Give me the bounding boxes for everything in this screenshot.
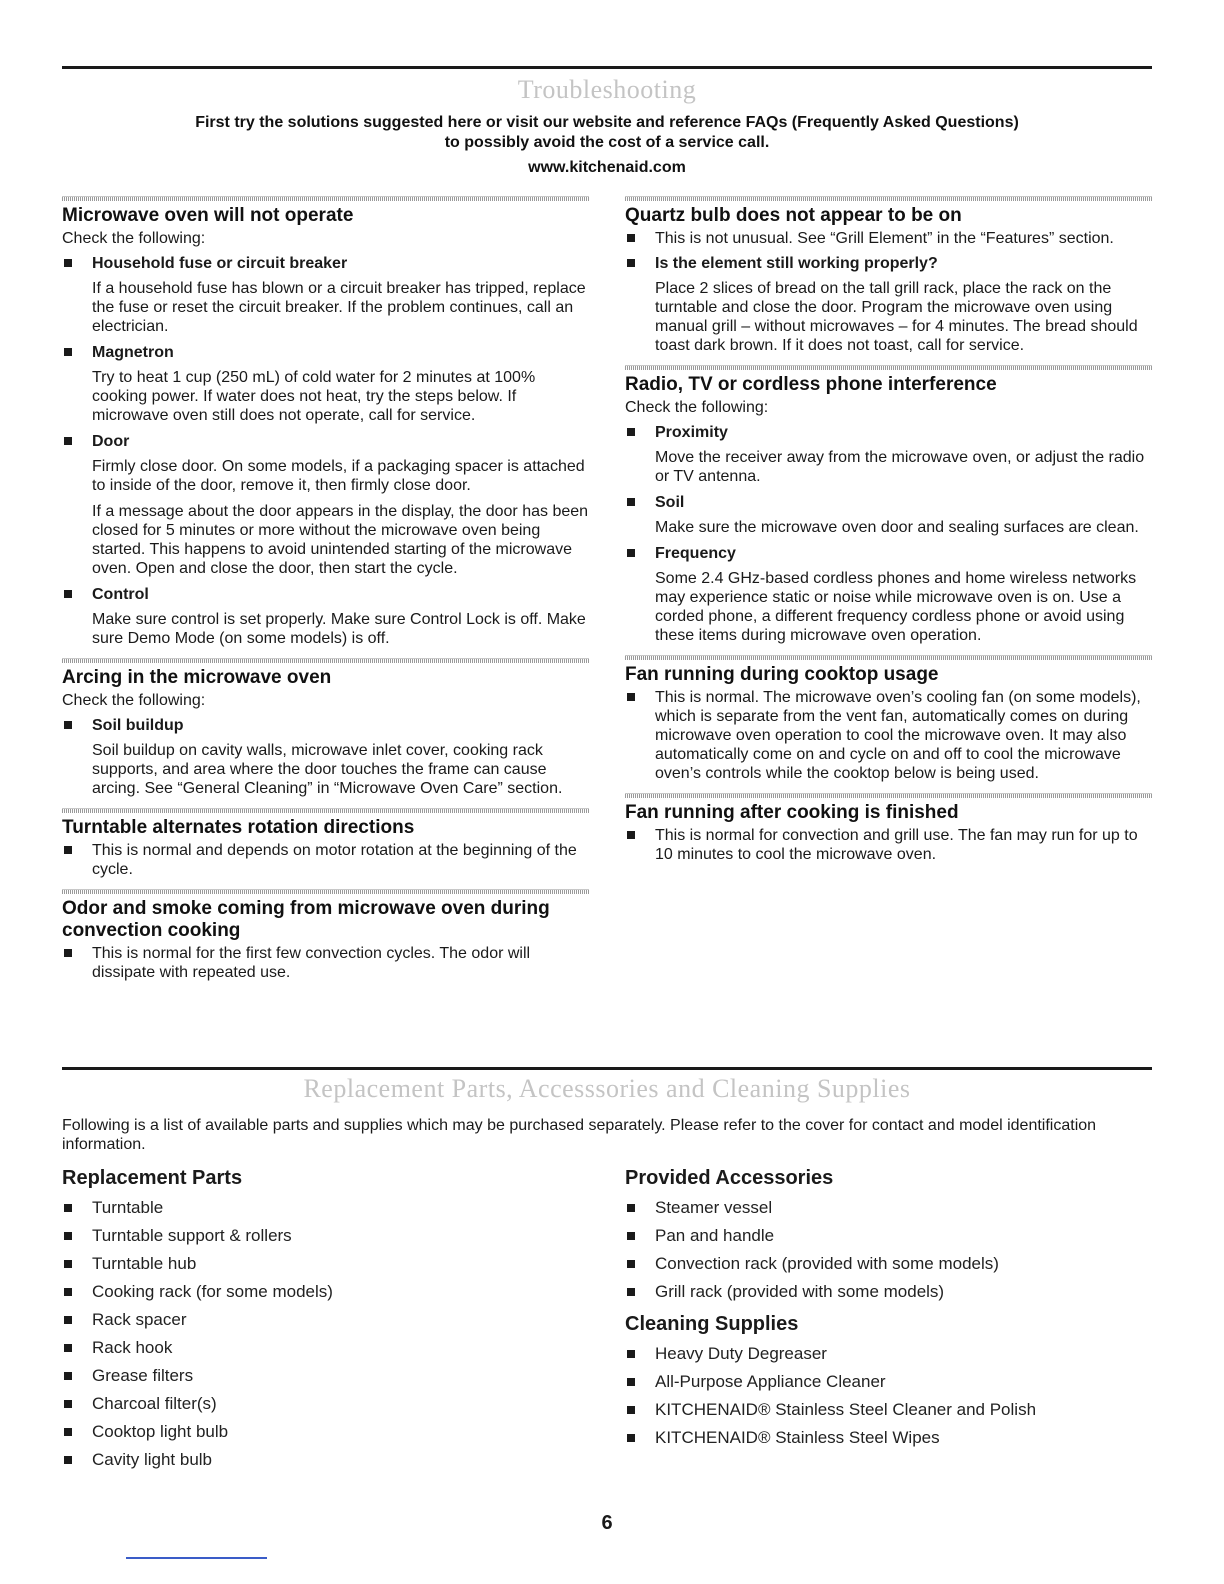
troubleshooting-block	[625, 196, 1152, 355]
check-item-text: Soil buildup on cavity walls, microwave inlet cover, cooking rack supports, and area where the door touches the frame can cause arcing. See “General Cleaning” in “Microwave Oven Care” section.	[92, 742, 563, 797]
check-item-title: Household fuse or circuit breaker	[92, 255, 348, 272]
replacement-parts-column	[62, 1166, 589, 1478]
check-item-text: Make sure control is set properly. Make sure Control Lock is off. Make sure Demo Mode (on some models) is off.	[92, 611, 586, 647]
check-item-title: Door	[92, 433, 130, 450]
accessory-item-label: Steamer vessel	[655, 1198, 773, 1217]
dotted-divider	[62, 889, 589, 894]
check-item-text: Make sure the microwave oven door and sealing surfaces are clean.	[655, 519, 1139, 536]
replacement-part-item	[62, 1282, 589, 1302]
replacement-part-item	[62, 1198, 589, 1218]
cleaning-supply-item	[625, 1400, 1152, 1420]
check-item-title: Soil	[655, 494, 685, 511]
replacement-part-item-label: Cooktop light bulb	[92, 1422, 229, 1441]
bullet-item	[62, 841, 589, 879]
replacement-section	[62, 1074, 1152, 1478]
dotted-divider	[62, 808, 589, 813]
troubleshooting-left-column	[62, 192, 589, 992]
bullet-square-icon	[64, 1260, 72, 1268]
problem-heading: Radio, TV or cordless phone interference	[625, 374, 997, 395]
problem-heading: Arcing in the microwave oven	[62, 667, 332, 688]
check-following-text: Check the following:	[625, 399, 769, 416]
cleaning-supply-item-label: All-Purpose Appliance Cleaner	[655, 1372, 886, 1391]
replacement-part-item	[62, 1226, 589, 1246]
check-item-title: Proximity	[655, 424, 728, 441]
bullet-square-icon	[627, 1288, 635, 1296]
replacement-part-item-label: Charcoal filter(s)	[92, 1394, 217, 1413]
replacement-part-item-label: Cavity light bulb	[92, 1450, 213, 1469]
bullet-square-icon	[64, 259, 72, 267]
accessory-item-label: Pan and handle	[655, 1226, 775, 1245]
check-item	[625, 544, 1152, 645]
bullet-square-icon	[64, 1288, 72, 1296]
bullet-square-icon	[627, 234, 635, 242]
check-item-title: Frequency	[655, 545, 736, 562]
check-item-text: Place 2 slices of bread on the tall grill rack, place the rack on the turntable and close the door. Program the microwave oven using manual grill – without microwaves – for 4 minutes. The bread should toast dark brown. If it does not toast, call for service.	[655, 280, 1138, 354]
troubleshooting-block	[62, 889, 589, 982]
accessory-item	[625, 1282, 1152, 1302]
troubleshooting-right-column	[625, 192, 1152, 992]
dotted-divider	[625, 793, 1152, 798]
check-item	[625, 423, 1152, 486]
accessory-item	[625, 1198, 1152, 1218]
troubleshooting-title: Troubleshooting	[517, 75, 697, 104]
bullet-square-icon	[64, 590, 72, 598]
bullet-square-icon	[64, 949, 72, 957]
troubleshooting-block	[625, 365, 1152, 645]
check-item	[62, 343, 589, 425]
bullet-text: This is not unusual. See “Grill Element” in the “Features” section.	[655, 230, 1114, 247]
bullet-text: This is normal and depends on motor rotation at the beginning of the cycle.	[92, 842, 577, 878]
bullet-text: This is normal for convection and grill use. The fan may run for up to 10 minutes to cool the microwave oven.	[655, 827, 1138, 863]
replacement-part-item	[62, 1422, 589, 1442]
problem-heading: Odor and smoke coming from microwave oven during convection cooking	[62, 898, 550, 941]
replacement-part-item-label: Grease filters	[92, 1366, 194, 1385]
top-rule	[62, 66, 1152, 69]
cleaning-supply-item	[625, 1428, 1152, 1448]
page-number: 6	[601, 1512, 613, 1534]
bullet-item	[625, 826, 1152, 864]
check-item-text: If a message about the door appears in the display, the door has been closed for 5 minutes or more without the microwave oven being started. This happens to avoid unintended starting of the microwave oven. Open and close the door, then start the cycle.	[92, 503, 589, 577]
troubleshooting-block	[62, 658, 589, 798]
accessory-item	[625, 1226, 1152, 1246]
accessory-item	[625, 1254, 1152, 1274]
problem-heading: Fan running after cooking is finished	[625, 802, 959, 823]
check-item-text: Firmly close door. On some models, if a packaging spacer is attached to inside of the door, remove it, then firmly close door.	[92, 458, 585, 494]
bullet-square-icon	[627, 1434, 635, 1442]
replacement-part-item-label: Rack spacer	[92, 1310, 187, 1329]
accessories-column	[625, 1166, 1152, 1478]
replacement-intro: Following is a list of available parts and supplies which may be purchased separately. Please refer to the cover for contact and model identification information.	[62, 1117, 1097, 1153]
accessories-list	[625, 1198, 1152, 1302]
problem-heading: Turntable alternates rotation directions	[62, 817, 415, 838]
troubleshooting-columns	[62, 192, 1152, 992]
bullet-text: This is normal. The microwave oven’s cooling fan (on some models), which is separate from the vent fan, automatically comes on during microwave oven operation to cool the microwave oven. It may also automatically come on and cycle on and off to cool the microwave oven’s controls while the cooktop below is being used.	[655, 689, 1141, 782]
bullet-square-icon	[64, 721, 72, 729]
replacement-part-item	[62, 1254, 589, 1274]
replacement-part-item	[62, 1450, 589, 1470]
check-item	[62, 254, 589, 336]
bullet-item	[625, 229, 1152, 248]
bullet-square-icon	[627, 1406, 635, 1414]
page	[62, 0, 1152, 1584]
replacement-parts-heading: Replacement Parts	[62, 1167, 243, 1189]
cleaning-supplies-heading: Cleaning Supplies	[625, 1313, 799, 1335]
bullet-square-icon	[64, 1456, 72, 1464]
intro-line-2: to possibly avoid the cost of a service call.	[444, 134, 770, 151]
check-item-text: Some 2.4 GHz-based cordless phones and home wireless networks may experience static or noise while microwave oven is on. Use a corded phone, a different frequency cordless phone or avoid using these items during microwave oven operation.	[655, 570, 1137, 644]
cleaning-supply-item	[625, 1372, 1152, 1392]
replacement-part-item	[62, 1338, 589, 1358]
replacement-part-item-label: Turntable hub	[92, 1254, 197, 1273]
footer-blue-line	[126, 1557, 267, 1559]
replacement-title: Replacement Parts, Accesssories and Cleaning Supplies	[303, 1074, 911, 1103]
check-item-text: If a household fuse has blown or a circuit breaker has tripped, replace the fuse or reset the circuit breaker. If the problem continues, call an electrician.	[92, 280, 586, 335]
check-item-text: Move the receiver away from the microwave oven, or adjust the radio or TV antenna.	[655, 449, 1145, 485]
dotted-divider	[62, 658, 589, 663]
accessory-item-label: Grill rack (provided with some models)	[655, 1282, 945, 1301]
check-item-title: Control	[92, 586, 149, 603]
bullet-item	[625, 688, 1152, 783]
bullet-square-icon	[627, 428, 635, 436]
replacement-part-item-label: Cooking rack (for some models)	[92, 1282, 333, 1301]
bullet-square-icon	[64, 1400, 72, 1408]
bullet-square-icon	[627, 259, 635, 267]
bullet-square-icon	[627, 1260, 635, 1268]
bullet-square-icon	[64, 1344, 72, 1352]
bullet-square-icon	[64, 1316, 72, 1324]
problem-heading: Fan running during cooktop usage	[625, 664, 939, 685]
bullet-square-icon	[64, 1232, 72, 1240]
check-following-text: Check the following:	[62, 692, 206, 709]
bullet-square-icon	[64, 1204, 72, 1212]
replacement-rule	[62, 1067, 1152, 1070]
cleaning-supply-item-label: KITCHENAID® Stainless Steel Wipes	[655, 1428, 940, 1447]
bullet-text: This is normal for the first few convection cycles. The odor will dissipate with repeated use.	[92, 945, 531, 981]
check-item	[625, 493, 1152, 537]
bullet-square-icon	[627, 549, 635, 557]
bullet-square-icon	[64, 846, 72, 854]
check-item	[62, 716, 589, 798]
replacement-parts-list	[62, 1198, 589, 1470]
check-following-text: Check the following:	[62, 230, 206, 247]
problem-heading: Quartz bulb does not appear to be on	[625, 205, 962, 226]
cleaning-supply-item-label: Heavy Duty Degreaser	[655, 1344, 827, 1363]
bullet-square-icon	[627, 1232, 635, 1240]
check-item	[62, 432, 589, 578]
bullet-square-icon	[627, 1350, 635, 1358]
check-item	[62, 585, 589, 648]
cleaning-supplies-list	[625, 1344, 1152, 1448]
bullet-square-icon	[64, 1372, 72, 1380]
bullet-square-icon	[64, 1428, 72, 1436]
troubleshooting-block	[62, 196, 589, 648]
website-link[interactable]: www.kitchenaid.com	[528, 159, 686, 176]
accessory-item-label: Convection rack (provided with some models)	[655, 1254, 999, 1273]
check-item-text: Try to heat 1 cup (250 mL) of cold water for 2 minutes at 100% cooking power. If water does not heat, try the steps below. If microwave oven still does not operate, call for service.	[92, 369, 536, 424]
dotted-divider	[625, 196, 1152, 201]
check-item-title: Magnetron	[92, 344, 174, 361]
troubleshooting-block	[625, 793, 1152, 864]
troubleshooting-block	[62, 808, 589, 879]
check-item	[625, 254, 1152, 355]
replacement-part-item	[62, 1394, 589, 1414]
check-item-title: Soil buildup	[92, 717, 184, 734]
cleaning-supply-item	[625, 1344, 1152, 1364]
replacement-part-item-label: Turntable support & rollers	[92, 1226, 292, 1245]
replacement-part-item	[62, 1366, 589, 1386]
dotted-divider	[62, 196, 589, 201]
cleaning-supply-item-label: KITCHENAID® Stainless Steel Cleaner and Polish	[655, 1400, 1037, 1419]
replacement-part-item-label: Rack hook	[92, 1338, 173, 1357]
bullet-square-icon	[64, 437, 72, 445]
problem-heading: Microwave oven will not operate	[62, 205, 354, 226]
dotted-divider	[625, 655, 1152, 660]
bullet-square-icon	[627, 498, 635, 506]
provided-accessories-heading: Provided Accessories	[625, 1167, 834, 1189]
bullet-square-icon	[64, 348, 72, 356]
troubleshooting-block	[625, 655, 1152, 783]
bullet-square-icon	[627, 831, 635, 839]
intro-line-1: First try the solutions suggested here or visit our website and reference FAQs (Frequently Asked Questions)	[195, 114, 1019, 131]
bullet-square-icon	[627, 1204, 635, 1212]
replacement-part-item	[62, 1310, 589, 1330]
replacement-part-item-label: Turntable	[92, 1198, 164, 1217]
replacement-columns	[62, 1166, 1152, 1478]
check-item-title: Is the element still working properly?	[655, 255, 938, 272]
dotted-divider	[625, 365, 1152, 370]
bullet-square-icon	[627, 1378, 635, 1386]
bullet-item	[62, 944, 589, 982]
bullet-square-icon	[627, 693, 635, 701]
